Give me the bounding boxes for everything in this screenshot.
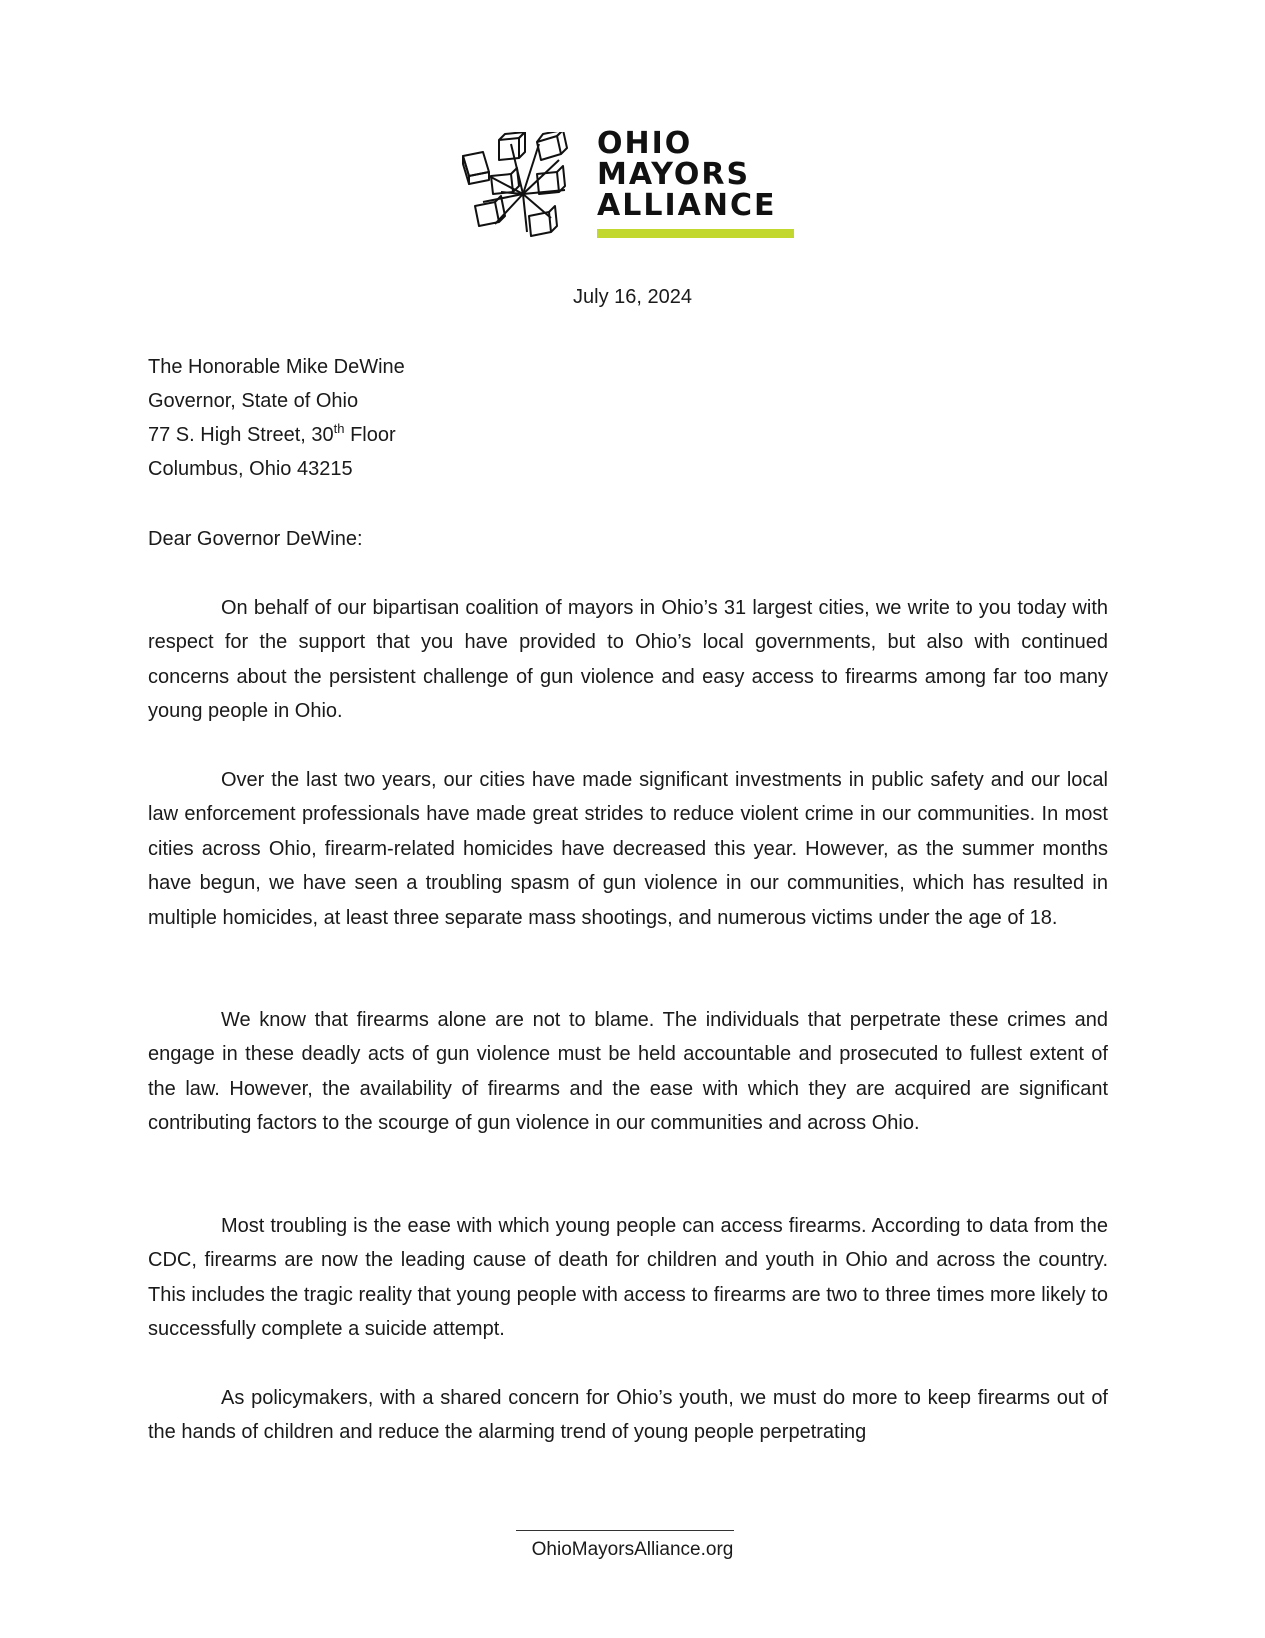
org-name-line-2: MAYORS — [597, 157, 751, 192]
logo-accent-bar — [597, 229, 794, 238]
letterhead — [461, 128, 801, 246]
body-paragraph-3: We know that firearms alone are not to blame. The individuals that perpetrate these crimes and engage in these deadly acts of gun violence must be held accountable and prosecuted to fullest extent of the law. However, the availability of firearms and the ease with which they are acquired are significant contributing factors to the scourge of gun violence in our communities and across Ohio. — [148, 1009, 1108, 1135]
org-name-line-3: ALLIANCE — [597, 188, 777, 223]
body-paragraph-1: On behalf of our bipartisan coalition of mayors in Ohio’s 31 largest cities, we write to you today with respect for the support that you have provided to Ohio’s local governments, but also with continued concerns about the persistent challenge of gun violence and easy access to firearms among far too many young people in Ohio. — [148, 597, 1108, 723]
cube-burst-icon — [461, 132, 583, 244]
ordinal-suffix: th — [333, 421, 345, 436]
body-paragraph-4: Most troubling is the ease with which young people can access firearms. According to data from the CDC, firearms are now the leading cause of death for children and youth in Ohio and across the country. This includes the tragic reality that young people with access to firearms are two to three times more likely to successfully complete a suicide attempt. — [148, 1215, 1108, 1341]
floor-text: Floor — [344, 424, 396, 446]
footer-website: OhioMayorsAlliance.org — [531, 1539, 734, 1560]
recipient-title: Governor, State of Ohio — [148, 390, 359, 412]
recipient-name: The Honorable Mike DeWine — [148, 356, 405, 378]
salutation: Dear Governor DeWine: — [148, 528, 363, 550]
street-text: 77 S. High Street, 30 — [148, 424, 334, 446]
recipient-address — [148, 350, 848, 486]
org-name-line-1: OHIO — [597, 126, 693, 161]
organization-name — [597, 128, 801, 221]
body-paragraph-5: As policymakers, with a shared concern for Ohio’s youth, we must do more to keep firearms out of the hands of children and reduce the alarming trend of young people perpetrating — [148, 1387, 1108, 1444]
recipient-street — [148, 418, 848, 452]
recipient-city-state-zip: Columbus, Ohio 43215 — [148, 458, 353, 480]
body-paragraph-2: Over the last two years, our cities have made significant investments in public safety and our local law enforcement professionals have made great strides to reduce violent crime in our communities. In most cities across Ohio, firearm-related homicides have decreased this year. However, as the summer months have begun, we have seen a troubling spasm of gun violence in our communities, which has resulted in multiple homicides, at least three separate mass shootings, and numerous victims under the age of 18. — [148, 769, 1108, 929]
footer-divider — [516, 1530, 734, 1531]
letter-date: July 16, 2024 — [573, 286, 692, 308]
